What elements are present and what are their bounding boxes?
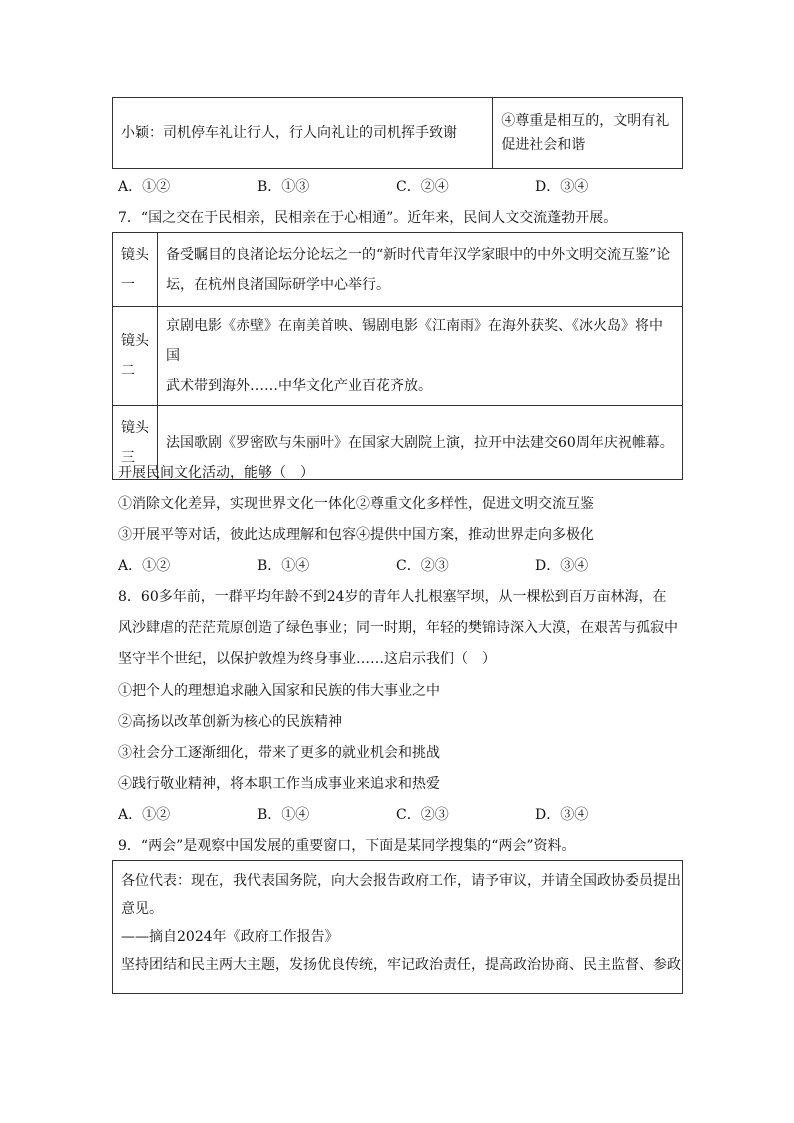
q8-option-c: C．②③ [396, 807, 449, 823]
q7-stem: 7．“国之交在于民相亲，民相亲在于心相通”。近年来，民间人文交流蓬勃开展。 [118, 210, 618, 226]
q6-option-a: A．①② [118, 179, 171, 195]
q7-row2-content [158, 307, 683, 406]
q7-option-b: B．①④ [257, 558, 310, 574]
q7-choice-line2: ③开展平等对话，彼此达成理解和包容④提供中国方案，推动世界走向多极化 [118, 527, 594, 543]
q7-row1-line2: 坛，在杭州良渚国际研学中心举行。 [166, 276, 390, 293]
q7-row3-label1: 镜头 [121, 419, 149, 436]
q6-option-d: D．③④ [535, 179, 589, 195]
q7-option-c: C．②③ [396, 558, 449, 574]
q7-row2-line1: 京剧电影《赤壁》在南美首映、锡剧电影《江南雨》在海外获奖、《冰火岛》将中国 [166, 318, 663, 364]
q9-box-line4: 坚持团结和民主两大主题，发扬优良传统，牢记政治责任，提高政治协商、民主监督、参政 [121, 957, 681, 973]
q7-option-a: A．①② [118, 558, 171, 574]
q8-choice-2: ②高扬以改革创新为核心的民族精神 [118, 714, 342, 730]
q7-table [112, 232, 683, 480]
q6-option-c: C．②④ [396, 179, 449, 195]
q7-row3-line1: 法国歌剧《罗密欧与朱丽叶》在国家大剧院上演，拉开中法建交60周年庆祝帷幕。 [166, 434, 674, 451]
q6-table [112, 97, 683, 169]
q7-option-d: D．③④ [535, 558, 589, 574]
q8-choice-3: ③社会分工逐渐细化，带来了更多的就业机会和挑战 [118, 745, 440, 761]
q8-choice-4: ④践行敬业精神，将本职工作当成事业来追求和热爱 [118, 776, 440, 792]
q9-stem: 9．“两会”是观察中国发展的重要窗口，下面是某同学搜集的“两会”资料。 [118, 838, 576, 854]
q7-row2-label2: 二 [121, 363, 135, 379]
q8-option-a: A．①② [118, 807, 171, 823]
q9-material-box [112, 860, 683, 994]
q7-row1-line1: 备受瞩目的良渚论坛分论坛之一的“新时代青年汉学家眼中的中外文明交流互鉴”论 [166, 246, 671, 263]
q7-row1-content [158, 233, 683, 307]
q6-option-b: B．①③ [257, 179, 310, 195]
q7-choice-line1: ①消除文化差异，实现世界文化一体化②尊重文化多样性，促进文明交流互鉴 [118, 496, 594, 512]
q8-line1: 8．60多年前，一群平均年龄不到24岁的青年人扎根塞罕坝，从一棵松到百万亩林海，在 [118, 589, 667, 605]
q7-row1-label1: 镜头 [121, 246, 149, 263]
q7-question: 开展民间文化活动，能够（ ） [118, 465, 314, 481]
q6-right-line1: ④尊重是相互的，文明有礼 [501, 113, 670, 129]
q8-option-b: B．①④ [257, 807, 310, 823]
q8-line2: 风沙肆虐的茫茫荒原创造了绿色事业；同一时期，年轻的樊锦诗深入大漠，在艰苦与孤寂中 [118, 620, 678, 636]
q6-left-cell [113, 98, 493, 169]
q7-row2-label1: 镜头 [121, 333, 149, 349]
q8-option-d: D．③④ [535, 807, 589, 823]
q9-box-line3: ——摘自2024年《政府工作报告》 [121, 929, 339, 945]
q9-box-line1: 各位代表：现在，我代表国务院，向大会报告政府工作，请予审议，并请全国政协委员提出 [121, 873, 681, 889]
q7-row3-label2: 三 [121, 449, 135, 466]
q7-row2-line2: 武术带到海外……中华文化产业百花齐放。 [166, 378, 432, 394]
q8-line3: 坚守半个世纪，以保护敦煌为终身事业……这启示我们（ ） [118, 651, 496, 667]
q7-row2-label [113, 307, 158, 406]
q6-left-text: 小颖：司机停车礼让行人，行人向礼让的司机挥手致谢 [121, 125, 457, 141]
q7-row1-label2: 一 [121, 276, 135, 293]
q9-box-line2: 意见。 [121, 901, 163, 917]
q6-right-cell [493, 98, 683, 169]
q6-right-line2: 促进社会和谐 [501, 137, 586, 153]
q8-choice-1: ①把个人的理想追求融入国家和民族的伟大事业之中 [118, 683, 440, 699]
q7-row1-label [113, 233, 158, 307]
